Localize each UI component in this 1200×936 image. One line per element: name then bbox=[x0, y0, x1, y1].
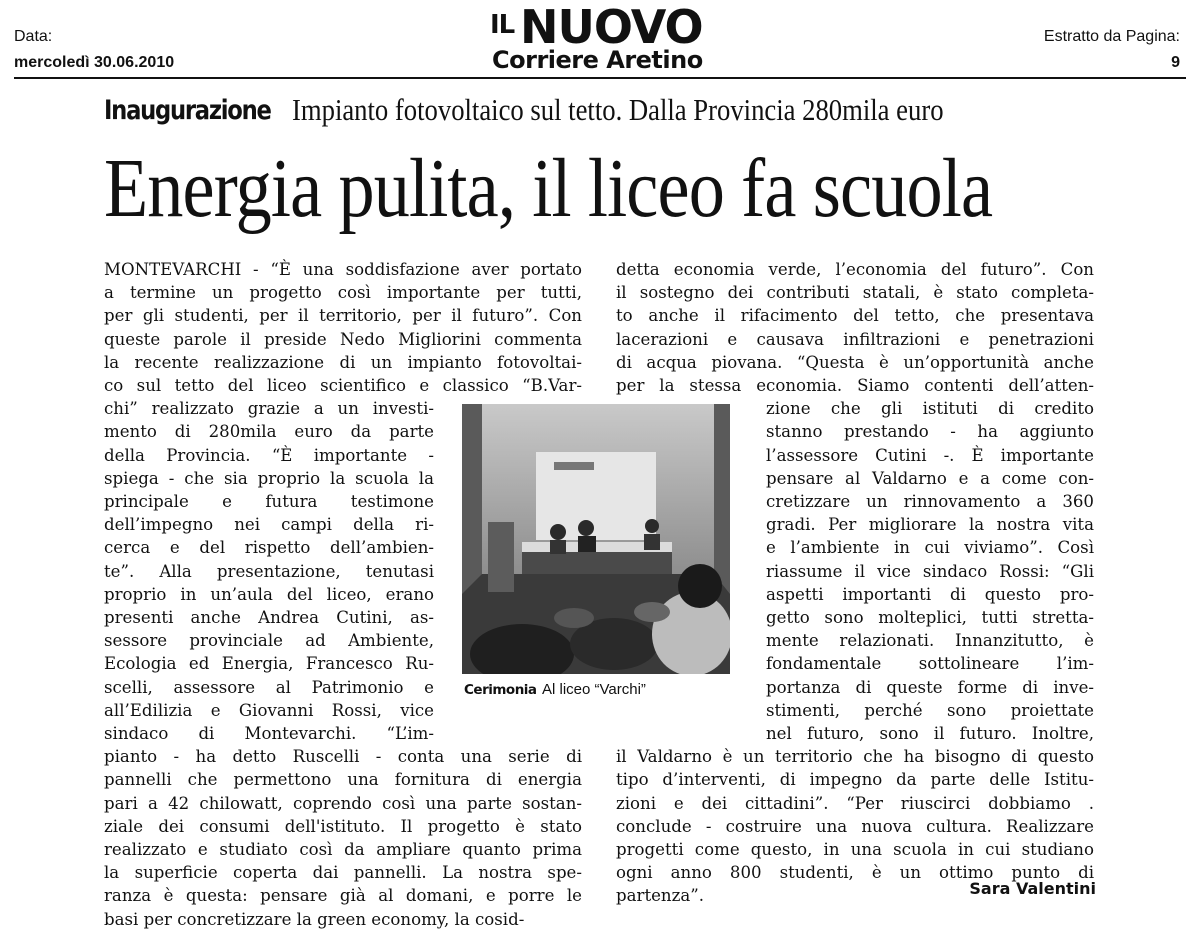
text-line: il Valdarno è un territorio che ha bisogno di questo bbox=[616, 747, 1094, 767]
text-line: sindaco di Montevarchi. “L’im- bbox=[104, 724, 434, 744]
text-line: basi per concretizzare la green economy, la cosid- bbox=[104, 909, 525, 929]
headline: Energia pulita, il liceo fa scuola bbox=[104, 142, 993, 235]
text-line: principale e futura testimone bbox=[104, 492, 434, 512]
text-line: nel futuro, sono il futuro. Inoltre, bbox=[766, 724, 1094, 744]
text-line: per gli studenti, per il territorio, per il futuro”. Con bbox=[104, 306, 582, 326]
extract-label: Estratto da Pagina: bbox=[1043, 28, 1180, 45]
text-line: per la stessa economia. Siamo contenti dell’atten- bbox=[616, 376, 1094, 396]
kicker-text: Impianto fotovoltaico sul tetto. Dalla Provincia 280mila euro bbox=[292, 92, 944, 127]
text-line: getto sono molteplici, tutti stretta- bbox=[766, 608, 1094, 628]
logo-il: IL bbox=[490, 10, 515, 40]
text-line: della Provincia. “È importante - bbox=[104, 445, 434, 465]
text-line: aspetti importanti di questo pro- bbox=[766, 584, 1094, 604]
text-line: fondamentale sottolineare l’im- bbox=[766, 654, 1094, 674]
text-line: ziale dei consumi dell'istituto. Il progetto è stato bbox=[104, 816, 582, 836]
photo-caption bbox=[464, 680, 734, 702]
text-line: gradi. Per migliorare la nostra vita bbox=[766, 515, 1094, 535]
text-line: mente relazionati. Innanzitutto, è bbox=[766, 631, 1094, 651]
text-line: e l’ambiente in cui viviamo”. Così bbox=[766, 538, 1094, 558]
logo-nuovo: NUOVO bbox=[520, 0, 703, 54]
text-line: zione che gli istituti di credito bbox=[766, 399, 1094, 419]
text-line: cretizzare un rinnovamento a 360 bbox=[766, 492, 1094, 512]
article-author: Sara Valentini bbox=[969, 879, 1096, 898]
text-line: pannelli che permettono una fornitura di energia bbox=[104, 770, 582, 790]
text-line: realizzato e studiato così da ampliare quanto prima bbox=[104, 840, 582, 860]
text-line: mento di 280mila euro da parte bbox=[104, 422, 434, 442]
text-line: te”. Alla presentazione, tenutasi bbox=[104, 561, 434, 581]
text-line: spiega - che sia proprio la scuola la bbox=[104, 468, 434, 488]
text-line: chi” realizzato grazie a un investi- bbox=[104, 399, 434, 419]
text-line: sessore provinciale ad Ambiente, bbox=[104, 631, 434, 651]
text-line: detta economia verde, l’economia del futuro”. Con bbox=[616, 260, 1094, 279]
text-line: proprio in un’aula del liceo, erano bbox=[104, 584, 434, 604]
ceremony-photo bbox=[462, 404, 730, 674]
text-line: MONTEVARCHI - “È una soddisfazione aver portato bbox=[104, 260, 582, 279]
text-line: conclude - costruire una nuova cultura. Realizzare bbox=[616, 816, 1094, 836]
text-line: Ecologia ed Energia, Francesco Ru- bbox=[104, 654, 434, 674]
text-line: di acqua piovana. “Questa è un’opportunità anche bbox=[616, 352, 1094, 372]
text-line: to anche il rifacimento del tetto, che presentava bbox=[616, 306, 1094, 326]
text-line: la superficie coperta dai pannelli. La nostra spe- bbox=[104, 863, 582, 883]
date-label: Data: bbox=[14, 28, 53, 45]
date-value: mercoledì 30.06.2010 bbox=[14, 54, 175, 71]
text-line: stanno prestando - ha aggiunto bbox=[766, 422, 1094, 442]
kicker-section: Inaugurazione bbox=[104, 95, 271, 126]
text-line: presenti anche Andrea Cutini, as- bbox=[104, 608, 434, 628]
text-line: co sul tetto del liceo scientifico e classico “B.Var- bbox=[104, 376, 582, 396]
text-line: pensare al Valdarno e a come con- bbox=[766, 468, 1094, 488]
text-line: ogni anno 800 studenti, è un ottimo punto di bbox=[616, 863, 1094, 883]
text-line: stimenti, perché sono proiettate bbox=[766, 700, 1094, 720]
text-line: queste parole il preside Nedo Migliorini commenta bbox=[104, 329, 582, 349]
text-line: progetti come questo, in una scuola in cui studiano bbox=[616, 840, 1094, 860]
newspaper-logo bbox=[490, 0, 720, 76]
logo-subtitle: Corriere Aretino bbox=[492, 46, 703, 74]
text-line: ranza è questa: pensare già al domani, e porre le bbox=[104, 886, 582, 906]
page-number: 9 bbox=[1171, 54, 1180, 71]
text-line: all’Edilizia e Giovanni Rossi, vice bbox=[104, 700, 434, 720]
text-line: pianto - ha detto Ruscelli - conta una serie di bbox=[104, 747, 582, 767]
caption-text: Al liceo “Varchi” bbox=[542, 681, 646, 698]
text-line: riassume il vice sindaco Rossi: “Gli bbox=[766, 561, 1094, 581]
caption-label: Cerimonia bbox=[464, 682, 537, 698]
text-line: l’assessore Cutini -. È importante bbox=[766, 445, 1094, 465]
text-line: partenza”. bbox=[616, 886, 705, 906]
text-line: cerca e del rispetto dell’ambien- bbox=[104, 538, 434, 558]
text-line: tipo d’interventi, di impegno da parte delle Istitu- bbox=[616, 770, 1094, 790]
article-kicker bbox=[104, 93, 1104, 133]
text-line: scelli, assessore al Patrimonio e bbox=[104, 677, 434, 697]
text-line: dell’impegno nei campi della ri- bbox=[104, 515, 434, 535]
text-line: pari a 42 chilowatt, coprendo così una parte sostan- bbox=[104, 793, 582, 813]
text-line: portanza di queste forme di inve- bbox=[766, 677, 1094, 697]
text-line: zioni e dei cittadini”. “Per riuscirci dobbiamo . bbox=[616, 793, 1094, 813]
text-line: la recente realizzazione di un impianto fotovoltai- bbox=[104, 352, 582, 372]
text-line: lacerazioni e causava infiltrazioni e penetrazioni bbox=[616, 329, 1094, 349]
header-rule bbox=[14, 77, 1186, 79]
text-line: a termine un progetto così importante per tutti, bbox=[104, 283, 582, 303]
text-line: il sostegno dei contributi statali, è stato completa- bbox=[616, 283, 1094, 303]
ceremony-photo-image bbox=[462, 404, 730, 674]
